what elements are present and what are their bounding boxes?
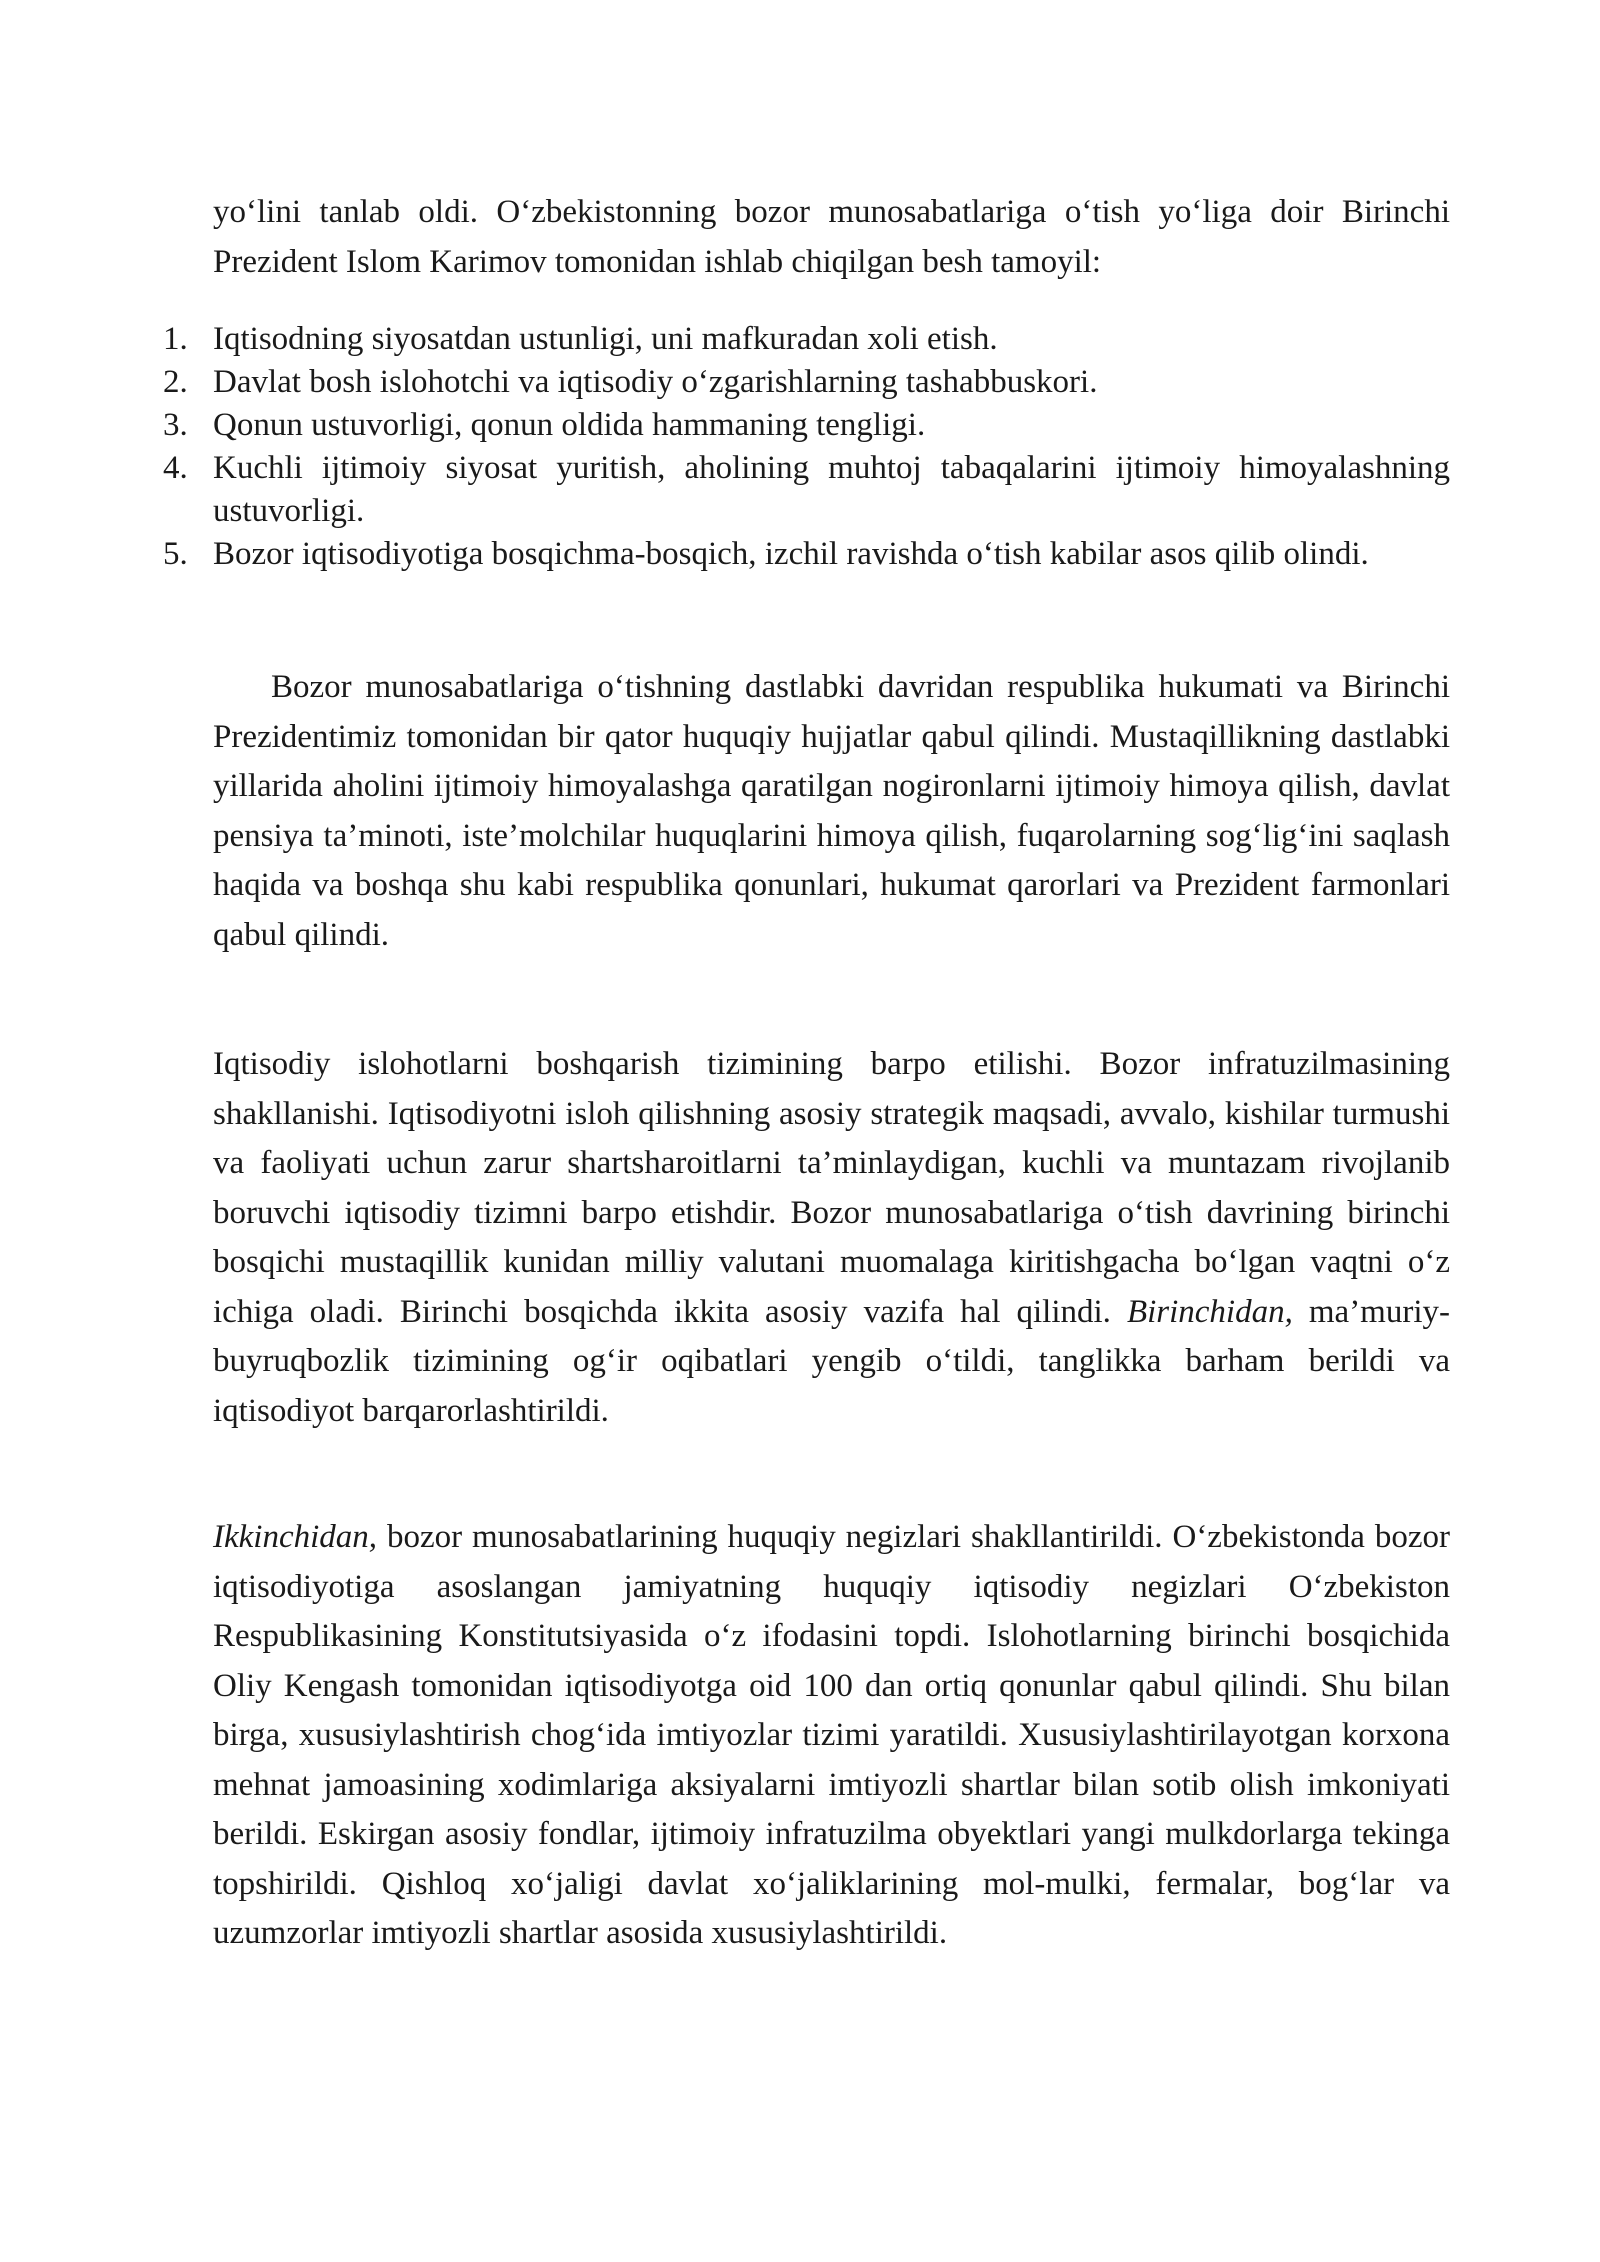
body-paragraph-2: [213, 1040, 1450, 1436]
paragraph-text: bozor munosabatlarining huquqiy negizlari shakllantirildi. O‘zbekistonda bozor iqtisodiyotiga asoslangan jamiyatning huquqiy iqtisodiy negizlari O‘zbekiston Respublikasining Konstitutsiyasida o‘z ifodasini topdi. Islohotlarning birinchi bosqichida Oliy Kengash tomonidan iqtisodiyotga oid 100 dan ortiq qonunlar qabul qilindi. Shu bilan birga, xususiylashtirish chog‘ida imtiyozlar tizimi yaratildi. Xususiylashtirilayotgan korxona mehnat jamoasining xodimlariga aksiyalarni imtiyozli shartlar bilan sotib olish imkoniyati berildi. Eskirgan asosiy fondlar, ijtimoiy infratuzilma obyektlari yangi mulkdorlarga tekinga topshirildi. Qishloq xo‘jaligi davlat xo‘jaliklarining mol-mulki, fermalar, bog‘lar va uzumzorlar imtiyozli shartlar asosida xususiylashtirildi.: [213, 1519, 1450, 1951]
list-number: 4.: [163, 450, 188, 486]
list-item: [163, 533, 1450, 576]
list-item-text: Iqtisodning siyosatdan ustunligi, uni mafkuradan xoli etish.: [213, 321, 998, 357]
list-item-text: Davlat bosh islohotchi va iqtisodiy o‘zgarishlarning tashabbuskori.: [213, 364, 1098, 400]
intro-paragraph: yo‘lini tanlab oldi. O‘zbekistonning bozor munosabatlariga o‘tish yo‘liga doir Birinchi Prezident Islom Karimov tomonidan ishlab chiqilgan besh tamoyil:: [213, 194, 1450, 280]
paragraph-text: ma’muriy-buyruqbozlik tizimining og‘ir oqibatlari yengib o‘tildi, tanglikka barham berildi va iqtisodiyot barqarorlashtirildi.: [213, 1293, 1450, 1429]
list-number: 2.: [163, 364, 188, 400]
list-item: [163, 361, 1450, 404]
list-item-text: Kuchli ijtimoiy siyosat yuritish, aholining muhtoj tabaqalarini ijtimoiy himoyalashning ustuvorligi.: [213, 450, 1450, 529]
list-item: [163, 447, 1450, 533]
list-number: 5.: [163, 536, 188, 572]
paragraph-text: Iqtisodiy islohotlarni boshqarish tizimining barpo etilishi. Bozor infratuzilmasining shakllanishi. Iqtisodiyotni isloh qilishning asosiy strategik maqsadi, avvalo, kishilar turmushi va faoliyati uchun zarur shartsharoitlarni ta’minlaydigan, kuchli va muntazam rivojlanib boruvchi iqtisodiy tizimni barpo etishdir. Bozor munosabatlariga o‘tish davrining birinchi bosqichi mustaqillik kunidan milliy valutani muomalaga kiritishgacha bo‘lgan vaqtni o‘z ichiga oladi. Birinchi bosqichda ikkita asosiy vazifa hal qilindi.: [213, 1046, 1450, 1330]
list-number: 3.: [163, 407, 188, 443]
italic-emphasis: Ikkinchidan,: [213, 1519, 378, 1555]
principles-list: [163, 318, 1450, 576]
list-item: [163, 404, 1450, 447]
list-number: 1.: [163, 321, 188, 357]
list-item-text: Bozor iqtisodiyotiga bosqichma-bosqich, izchil ravishda o‘tish kabilar asos qilib olindi.: [213, 536, 1369, 572]
italic-emphasis: Birinchidan,: [1126, 1293, 1293, 1330]
list-item-text: Qonun ustuvorligi, qonun oldida hammaning tengligi.: [213, 407, 926, 443]
body-paragraph-1: Bozor munosabatlariga o‘tishning dastlabki davridan respublika hukumati va Birinchi Prezidentimiz tomonidan bir qator huquqiy hujjatlar qabul qilindi. Mustaqillikning dastlabki yillarida aholini ijtimoiy himoyalashga qaratilgan nogironlarni ijtimoiy himoya qilish, davlat pensiya ta’minoti, iste’molchilar huquqlarini himoya qilish, fuqarolarning sog‘lig‘ini saqlash haqida va boshqa shu kabi respublika qonunlari, hukumat qarorlari va Prezident farmonlari qabul qilindi.: [213, 669, 1450, 953]
list-item: [163, 318, 1450, 361]
body-paragraph-3: [213, 1513, 1450, 1959]
